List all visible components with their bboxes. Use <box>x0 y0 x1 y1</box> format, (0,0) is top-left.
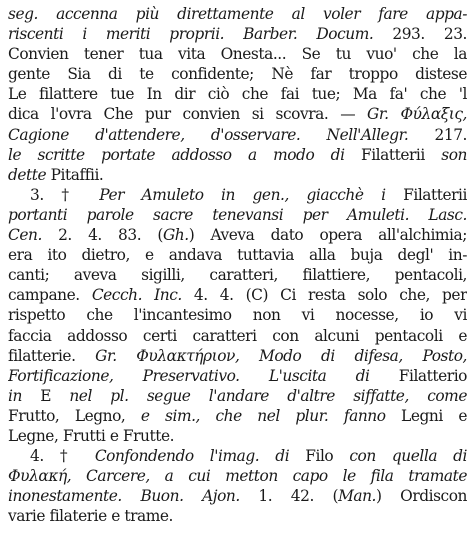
italic-text-segment: Gr. Φυλακτήριον, Modo di difesa, Posto, <box>75 346 467 365</box>
italic-text-segment: Cen. <box>8 226 42 245</box>
italic-text-segment: Gh. <box>162 226 189 245</box>
text-line <box>8 265 467 285</box>
text-line <box>8 125 467 145</box>
italic-text-segment: son <box>441 145 467 164</box>
text-segment: era ito dietro, e andava tuttavia alla buja degl' in- <box>8 246 467 265</box>
italic-text-segment: nel pl. segue l'andare d'altre siffatte, come <box>69 386 467 405</box>
italic-text-segment: Fortificazione, Preservativo. L'uscita di <box>8 366 370 385</box>
italic-text-segment: inonestamente. Buon. Ajon. <box>8 487 240 506</box>
italic-text-segment: Cecch. Inc. <box>79 286 182 305</box>
text-segment: E <box>21 386 70 405</box>
text-line <box>8 4 467 24</box>
text-line <box>8 185 467 205</box>
text-segment: Filatterii <box>344 145 442 164</box>
text-segment: Filatterii <box>385 185 467 204</box>
italic-text-segment: Gr. Φύλαξις, <box>355 105 467 124</box>
text-line <box>8 305 467 325</box>
text-segment: Convien tener tua vita Onesta... Se tu vuo' che la <box>8 45 467 64</box>
italic-text-segment: in <box>8 386 22 405</box>
text-segment: rispetto che l'incantesimo non vi nocesse, io vi <box>8 306 467 325</box>
italic-text-segment: Φυλακή, Carcere, a cui metton capo le fila tramate <box>8 467 467 486</box>
text-segment: Filatterio <box>369 366 467 385</box>
text-segment: 217. <box>408 125 467 144</box>
text-line <box>8 205 467 225</box>
text-line <box>8 145 467 165</box>
italic-text-segment: con quella di <box>349 447 467 466</box>
italic-text-segment: Man. <box>338 487 377 506</box>
text-line <box>8 406 467 426</box>
text-line <box>8 245 467 265</box>
text-line <box>8 64 467 84</box>
text-segment: Legne, Frutti e Frutte. <box>8 426 175 445</box>
text-segment: ) Ordiscon <box>376 487 467 506</box>
text-line <box>8 486 467 506</box>
text-segment: 1. 42. ( <box>239 487 339 506</box>
text-line <box>8 285 467 305</box>
text-line <box>8 84 467 104</box>
text-segment: Filo <box>289 447 350 466</box>
italic-text-segment: riscenti i meriti proprii. Barber. Docum. <box>8 25 374 44</box>
text-segment: filatterie. <box>8 346 76 365</box>
text-line <box>8 24 467 44</box>
italic-text-segment: Cagione d'attendere, d'osservare. Nell'Allegr. <box>8 125 409 144</box>
text-segment: campane. <box>8 286 80 305</box>
text-line <box>8 44 467 64</box>
italic-text-segment: Per Amuleto in gen., giacchè i <box>99 185 386 204</box>
italic-text-segment: le scritte portate addosso a modo di <box>8 145 345 164</box>
text-segment: Le filattere tue In dir ciò che fai tue; Ma fa' che 'l <box>8 85 467 104</box>
text-segment: faccia addosso certi caratteri con alcuni pentacoli e <box>8 326 467 345</box>
text-line <box>8 225 467 245</box>
italic-text-segment: portanti parole sacre tenevansi per Amuleti. Lasc. <box>8 205 467 224</box>
text-segment: 4. † <box>30 447 95 466</box>
text-line <box>8 446 467 466</box>
text-segment: Legni e <box>385 406 467 425</box>
italic-text-segment: dette <box>8 165 47 184</box>
text-segment: ) Aveva dato opera all'alchimia; <box>188 226 467 245</box>
text-line <box>8 104 467 124</box>
text-segment: varie filaterie e trame. <box>8 507 173 526</box>
text-line <box>8 366 467 386</box>
text-segment: gente Sia di te confidente; Nè far troppo distese <box>8 65 467 84</box>
text-segment: dica l'ovra Che pur convien si scovra. — <box>8 105 356 124</box>
text-segment: canti; aveva sigilli, caratteri, filattiere, pentacoli, <box>8 266 467 285</box>
text-line <box>8 506 467 526</box>
italic-text-segment: Confondendo l'imag. di <box>94 447 290 466</box>
italic-text-segment: e sim., che nel plur. fanno <box>140 406 386 425</box>
text-line <box>8 386 467 406</box>
text-line <box>8 426 467 446</box>
text-line <box>8 326 467 346</box>
text-line <box>8 165 467 185</box>
text-line <box>8 466 467 486</box>
text-segment: Pitaffii. <box>46 165 104 184</box>
text-segment: 4. 4. (C) Ci resta solo che, per <box>181 286 467 305</box>
text-line <box>8 346 467 366</box>
text-segment: 3. † <box>30 185 100 204</box>
text-segment: 2. 4. 83. ( <box>41 226 163 245</box>
text-segment: Frutto, Legno, <box>8 406 141 425</box>
text-segment: 293. 23. <box>373 25 467 44</box>
italic-text-segment: seg. accenna più direttamente al voler fare appa- <box>8 5 467 23</box>
